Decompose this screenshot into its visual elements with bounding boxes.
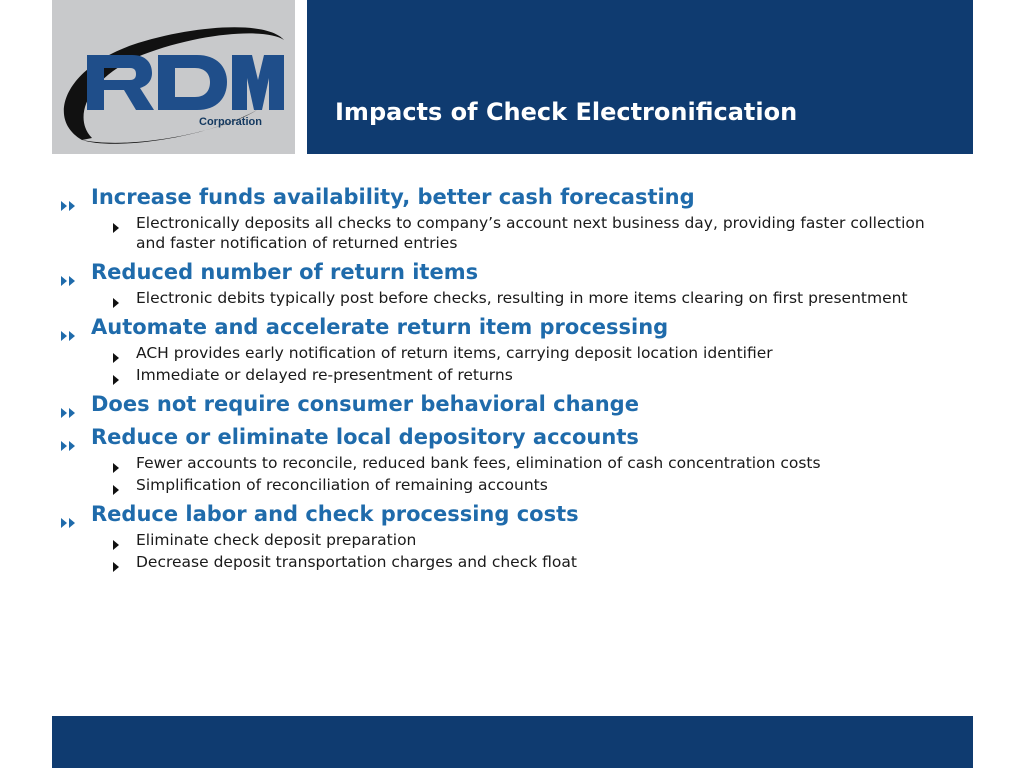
sub-bullet-item [136, 475, 966, 495]
sub-bullet-item [136, 552, 966, 572]
bullet-item [60, 500, 960, 528]
double-arrow-bullet-icon [60, 431, 78, 443]
sub-bullet-text: Fewer accounts to reconcile, reduced bank fees, elimination of cash concentration costs [136, 454, 821, 472]
bullet-list [60, 183, 960, 572]
header-bar [307, 0, 973, 154]
double-arrow-bullet-icon [60, 321, 78, 333]
sub-bullet-text: Eliminate check deposit preparation [136, 531, 417, 549]
bullet-text: Automate and accelerate return item processing [91, 315, 669, 339]
rdm-logo-graphic [52, 0, 295, 154]
sub-bullet-item [136, 343, 966, 363]
sub-bullet-text: Decrease deposit transportation charges and check float [136, 553, 577, 571]
double-arrow-bullet-icon [60, 266, 78, 278]
bullet-text: Does not require consumer behavioral change [91, 392, 639, 416]
bullet-text: Increase funds availability, better cash forecasting [91, 185, 695, 209]
double-arrow-bullet-icon [60, 508, 78, 520]
double-arrow-bullet-icon [60, 398, 78, 410]
sub-bullet-text: ACH provides early notification of return items, carrying deposit location identifier [136, 344, 773, 362]
arrow-bullet-icon [113, 480, 119, 490]
sub-bullet-item [136, 288, 966, 308]
bullet-item [60, 390, 960, 418]
sub-bullet-text: Immediate or delayed re-presentment of returns [136, 366, 513, 384]
bullet-item [60, 423, 960, 451]
sub-bullet-item [136, 530, 966, 550]
bullet-item [60, 183, 960, 211]
arrow-bullet-icon [113, 218, 119, 228]
sub-bullet-text: Simplification of reconciliation of remaining accounts [136, 476, 548, 494]
bullet-text: Reduce labor and check processing costs [91, 502, 579, 526]
arrow-bullet-icon [113, 370, 119, 380]
rdm-logo [52, 0, 295, 154]
bullet-item [60, 258, 960, 286]
sub-bullet-text: Electronic debits typically post before checks, resulting in more items clearing on first presentment [136, 289, 908, 307]
sub-bullet-item [136, 453, 966, 473]
bullet-text: Reduced number of return items [91, 260, 479, 284]
sub-bullet-text: Electronically deposits all checks to company’s account next business day, providing faster collection and faster notification of returned entries [136, 214, 925, 252]
arrow-bullet-icon [113, 348, 119, 358]
arrow-bullet-icon [113, 535, 119, 545]
logo-subtitle: Corporation [199, 116, 262, 128]
sub-bullet-item [136, 365, 966, 385]
arrow-bullet-icon [113, 293, 119, 303]
arrow-bullet-icon [113, 458, 119, 468]
footer-bar [52, 716, 973, 768]
slide-title: Impacts of Check Electronification [335, 98, 798, 126]
bullet-text: Reduce or eliminate local depository accounts [91, 425, 639, 449]
arrow-bullet-icon [113, 557, 119, 567]
bullet-item [60, 313, 960, 341]
sub-bullet-item [136, 213, 966, 253]
double-arrow-bullet-icon [60, 191, 78, 203]
